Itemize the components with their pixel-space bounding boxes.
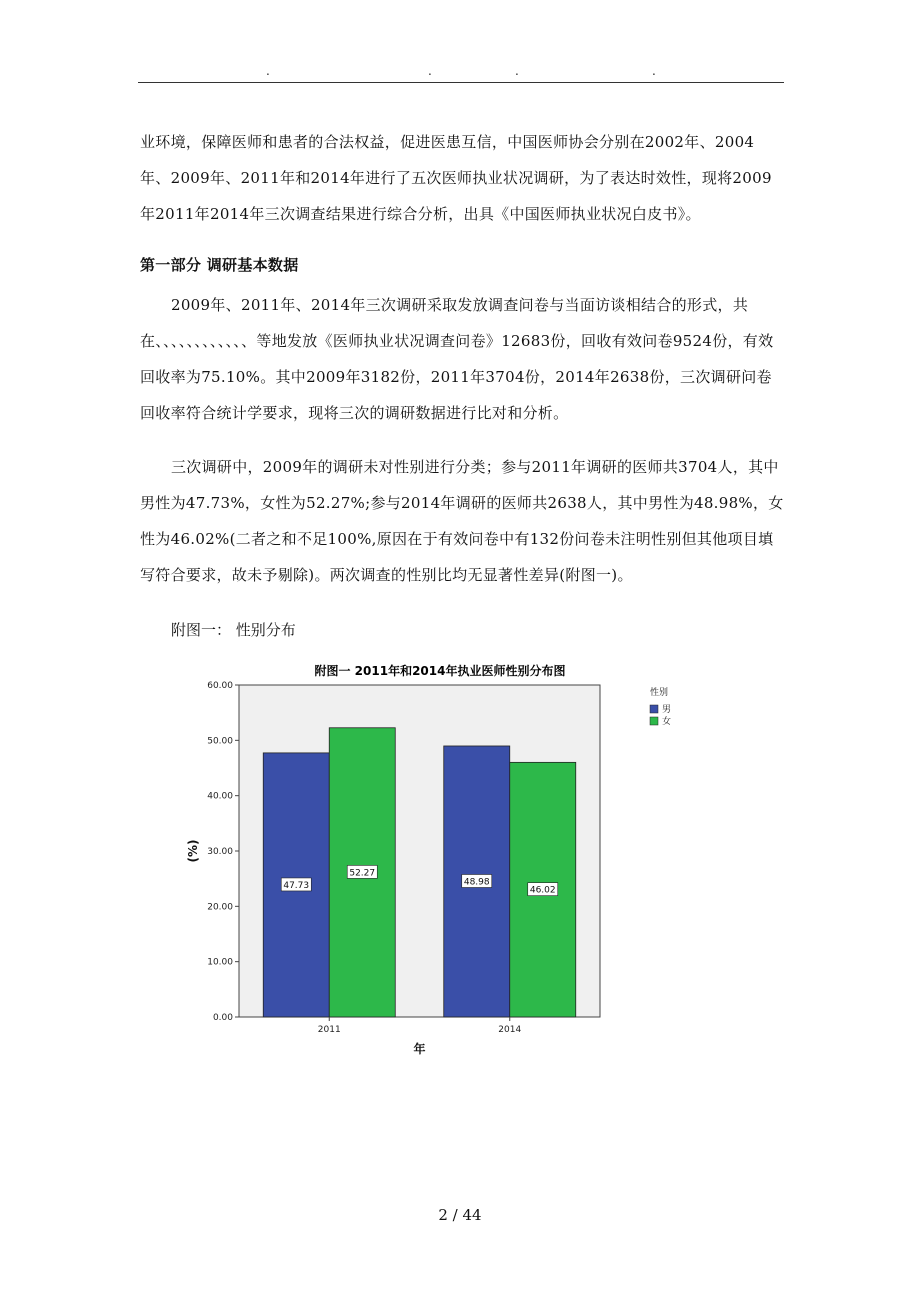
legend — [650, 686, 671, 727]
section-heading: 第一部分 调研基本数据 — [140, 256, 299, 274]
header-dot: . — [515, 64, 519, 78]
x-axis-title: 年 — [413, 1042, 426, 1056]
paragraph-gender: 三次调研中，2009年的调研未对性别进行分类；参与2011年调研的医师共3704人，其中男性为47.73%，女性为52.27%;参与2014年调研的医师共2638人，其中男性为48.98%，女性为46.02%(二者之和不足100%,原因在于有效问卷中有132份问卷未注明性别但其他项目填写符合要求，故未予剔除)。两次调查的性别比均无显著性差异(附图一)。 — [140, 458, 784, 584]
page-number: 2 / 44 — [438, 1206, 482, 1224]
y-tick-label: 60.00 — [207, 681, 233, 691]
data-label: 52.27 — [349, 868, 376, 879]
legend-label: 男 — [662, 705, 672, 715]
legend-swatch-男 — [650, 705, 658, 713]
chart-svg — [180, 655, 720, 1065]
header-dot: . — [428, 64, 432, 78]
header-dot: . — [266, 64, 270, 78]
y-tick-label: 50.00 — [207, 736, 233, 747]
x-tick-label: 2014 — [498, 1025, 522, 1035]
y-tick-label: 0.00 — [212, 1013, 233, 1023]
chart-title: 附图一 2011年和2014年执业医师性别分布图 — [314, 664, 566, 678]
y-axis-title: (%) — [186, 839, 200, 863]
figure-caption: 附图一： 性别分布 — [171, 621, 296, 639]
data-label: 47.73 — [283, 880, 310, 891]
legend-swatch-女 — [650, 717, 658, 725]
y-tick-label: 40.00 — [207, 791, 233, 802]
y-axis — [207, 681, 239, 1023]
legend-title: 性别 — [650, 688, 669, 698]
header-dot: . — [652, 64, 656, 78]
data-label: 48.98 — [463, 877, 490, 888]
paragraph-intro: 业环境，保障医师和患者的合法权益，促进医患互信，中国医师协会分别在2002年、2004年、2009年、2011年和2014年进行了五次医师执业状况调研，为了表达时效性，现将2009年2011年2014年三次调查结果进行综合分析，出具《中国医师执业状况白皮书》。 — [140, 133, 772, 223]
y-tick-label: 30.00 — [207, 847, 233, 857]
paragraph-survey: 2009年、2011年、2014年三次调研采取发放调查问卷与当面访谈相结合的形式，共在、、、、、、、、、、、、等地发放《医师执业状况调查问卷》12683份，回收有效问卷9524份，有效回收率为75.10%。其中2009年3182份，2011年3704份，2014年2638份，三次调研问卷回收率符合统计学要求，现将三次的调研数据进行比对和分析。 — [140, 296, 774, 422]
y-tick-label: 10.00 — [207, 957, 233, 968]
legend-label: 女 — [662, 717, 672, 727]
x-axis — [318, 1017, 522, 1035]
x-tick-label: 2011 — [317, 1025, 341, 1035]
header-rule — [138, 82, 784, 83]
gender-bar-chart — [180, 655, 720, 1065]
data-label: 46.02 — [529, 885, 556, 896]
y-tick-label: 20.00 — [207, 902, 233, 913]
